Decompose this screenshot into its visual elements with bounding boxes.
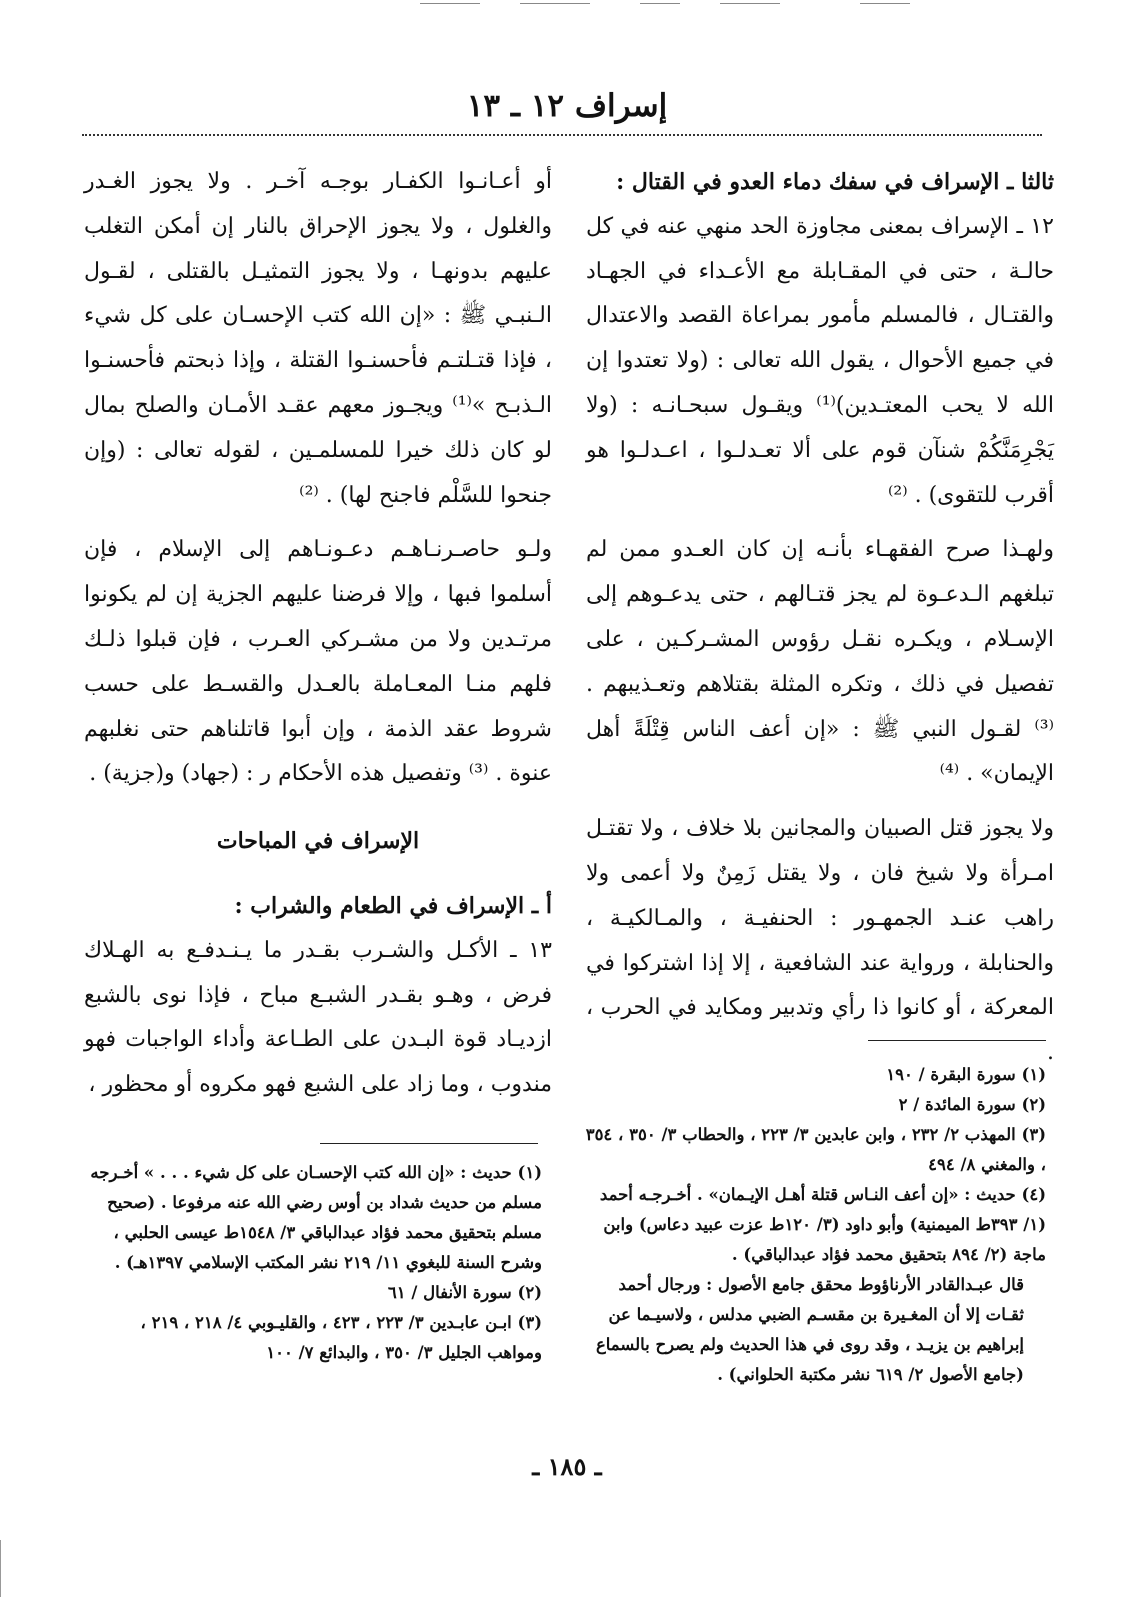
footnote-item: (٢) سورة الأنفال / ٦١ [387,1283,542,1302]
footnotes-right-column [576,1060,1046,1390]
scan-edge-marks [0,0,1134,8]
footnotes-left-column [86,1158,542,1368]
section-heading-third: ثالثا ـ الإسراف في سفك دماء العدو في القتال : [616,169,1054,195]
right-text-column [586,160,1054,1076]
section-heading-permissibles: الإسراف في المباحات [216,828,420,855]
footnote-note: قال عبـدالقادر الأرناؤوط محقق جامع الأصول : ورجال أحمد ثقـات إلا أن المغـيرة بن مقسـم الضبي مدلس ، ولاسيـما عن إبراهيم بن يزيـد ، وقد روى في هذا الحديث ولم يصرح بالسماع (جامع الأصول ٢/ ٦١٩ نشر مكتبة الحلواني) . [595,1275,1024,1384]
footnote-separator-right [868,1040,1046,1041]
footnote-item: (٣) ابـن عابـدين ٣/ ٢٢٣ ، ٤٢٣ ، والقليـوبي ٤/ ٢١٨ ، ٢١٩ ، ومواهب الجليل ٣/ ٣٥٠ ، والبدائع ٧/ ١٠٠ [140,1313,542,1362]
paragraph-siege: ولـو حاصـرنـاهـم دعـونـاهم إلى الإسلام ، فإن أسلموا فبها ، وإلا فرضنا عليهم الجزية إن لم يكونوا مرتـدين ولا من مشـركي العـرب ، فإن قبلوا ذلـك فلهم منـا المعـاملة بالعـدل والقسـط على حسب شروط عقد الذمة ، وإن أبوا قاتلناهم حتى نغلبهم عنوة . ⁽³⁾ وتفصيل هذه الأحكام ر : (جهاد) و(جزية) . [84,537,552,787]
paragraph-12: ١٢ ـ الإسراف بمعنى مجاوزة الحد منهي عنه في كل حالـة ، حتى في المقـابلة مع الأعـداء في الجهـاد والقتـال ، فالمسلم مأمور بمراعاة القصد والاعتدال في جميع الأحوال ، يقول الله تعالى : (ولا تعتدوا إن الله لا يحب المعتـدين)⁽¹⁾ ويقـول سبحـانـه : (ولا يَجْرِمَنَّكُمْ شنآن قوم على ألا تعـدلـوا ، اعـدلـوا هو أقرب للتقوى) . ⁽²⁾ [586,213,1055,508]
paragraph-continuation: أو أعـانـوا الكفـار بوجـه آخـر . ولا يجوز الغـدر والغلول ، ولا يجوز الإحراق بالنار إن أمكن التغلب عليهم بدونهـا ، ولا يجوز التمثيـل بالقتلى ، لقـول الـنبـي ﷺ : «إن الله كتب الإحسـان على كل شيء ، فإذا قتـلتـم فأحسنـوا القتلة ، وإذا ذبحتم فأحسنـوا الـذبـح »⁽¹⁾ ويجـوز معهم عقـد الأمـان والصلح بمال لو كان ذلك خيرا للمسلمـين ، لقوله تعالى : (وإن جنحوا للسَّلْم فاجنح لها) . ⁽²⁾ [84,169,553,508]
paragraph-13: ١٣ ـ الأكـل والشـرب بقـدر ما يـنـدفـع به الهـلاك فرض ، وهـو بقـدر الشبـع مباح ، فإذا نوى بالشبع ازديـاد قوة البـدن على الطـاعة وأداء الواجبات فهو مندوب ، وما زاد على الشبع فهو مكروه أو محظور ، [84,937,552,1098]
page-number: ـ ١٨٥ ـ [532,1452,602,1481]
footnote-item: (١) حديث : «إن الله كتب الإحسـان على كل شيء . . . » أخـرجه مسلم من حديث شداد بن أوس رضي الله عنه مرفوعا . (صحيح مسلم بتحقيق محمد فؤاد عبدالباقي ٣/ ١٥٤٨ط عيسى الحلبي ، وشرح السنة للبغوي ١١/ ٢١٩ نشر المكتب الإسلامي ١٣٩٧هـ) . [90,1163,542,1272]
footnote-item: (٢) سورة المائدة / ٢ [898,1095,1046,1114]
scan-left-edge [0,1540,1,1597]
footnote-item: (٣) المهذب ٢/ ٢٣٢ ، وابن عابدين ٣/ ٢٢٣ ، والحطاب ٣/ ٣٥٠ ، ٣٥٤ ، والمغني ٨/ ٤٩٤ [585,1125,1046,1174]
paragraph-jurists: ولهـذا صرح الفقهـاء بأنـه إن كان العـدو ممن لم تبلغهم الـدعـوة لم يجز قتـالهم ، حتى يدعـوهم إلى الإسـلام ، ويكـره نقـل رؤوس المشـركـين ، على تفصيل في ذلك ، وتكره المثلة بقتلاهم وتعـذيبهم . ⁽³⁾ لقـول النبي ﷺ : «إن أعف الناس قِتْلَةً أهل الإيمان» . ⁽⁴⁾ [586,537,1054,787]
footnote-item: (١) سورة البقرة / ١٩٠ [886,1065,1046,1084]
paragraph-noncombatants: ولا يجوز قتل الصبيان والمجانين بلا خلاف ، ولا تقتـل امـرأة ولا شيخ فان ، ولا يقتل زَمِنٌ ولا أعمى ولا راهب عنـد الجمهـور : الحنفيـة ، والمـالكيـة ، والحنابلة ، ورواية عند الشافعية ، إلا إذا اشتركوا في المعركة ، أو كانوا ذا رأي وتدبير ومكايد في الحرب ، . [586,816,1054,1066]
running-header-title: إسراف ١٢ ـ ١٣ [466,88,668,124]
footnote-separator-left [320,1143,538,1144]
footnote-item: (٤) حديث : «إن أعف النـاس قتلة أهـل الإيـمان» . أخـرجـه أحمد (١/ ٣٩٣ط الميمنية) وأبو داود (٣/ ١٢٠ط عزت عبيد دعاس) وابن ماجة (٢/ ٨٩٤ بتحقيق محمد فؤاد عبدالباقي) . [599,1185,1046,1264]
left-text-column [84,160,552,1108]
header-dotted-rule [82,134,1042,136]
sub-heading-food-drink: أ ـ الإسراف في الطعام والشراب : [234,892,552,919]
